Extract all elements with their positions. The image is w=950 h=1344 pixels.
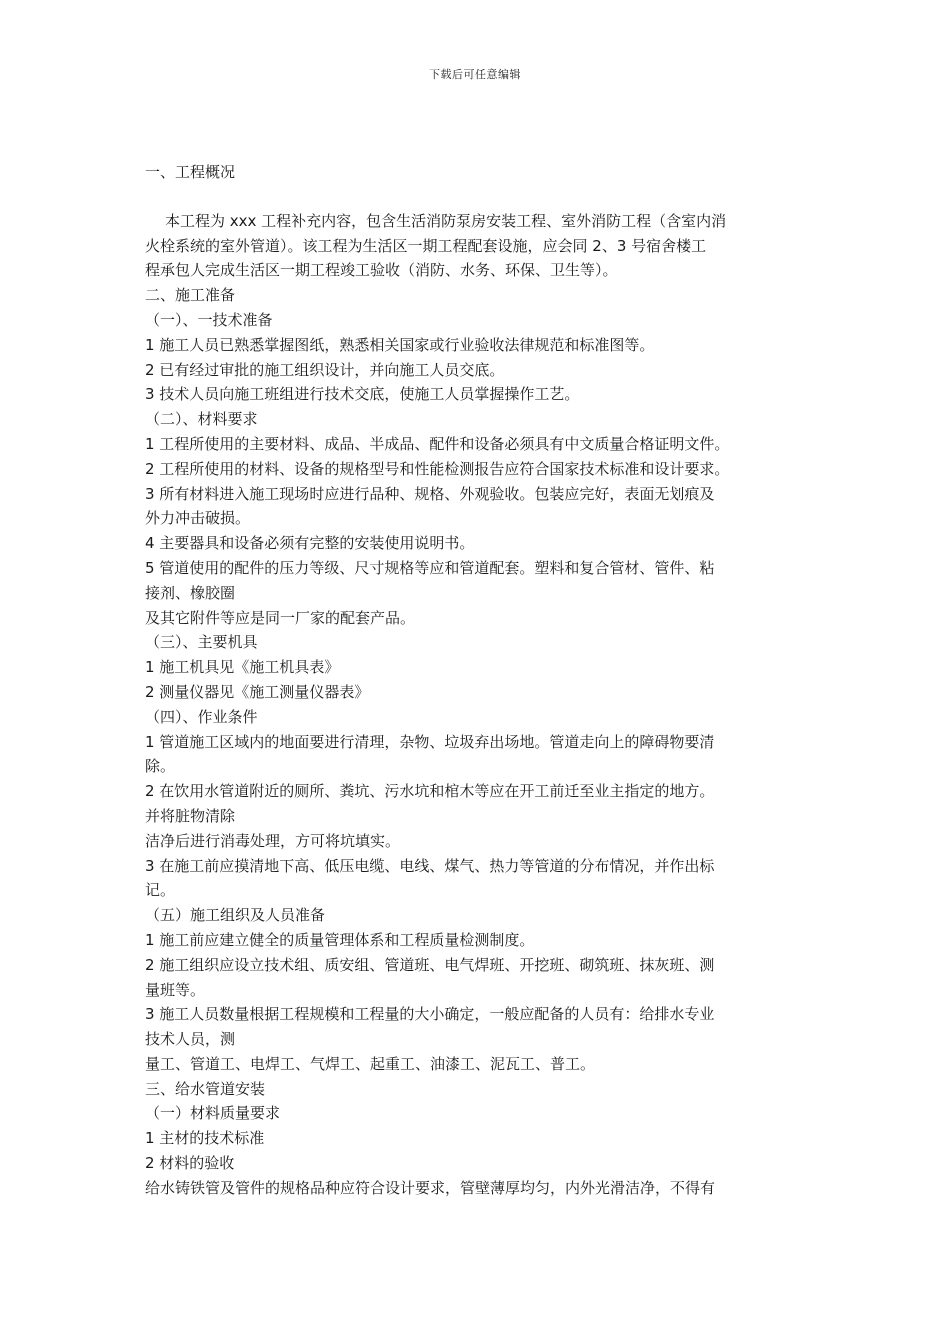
text-line: （二）、材料要求 [145,410,258,429]
text-line: 2 已有经过审批的施工组织设计，并向施工人员交底。 [145,360,505,379]
text-line: 并将脏物清除 [145,806,236,825]
text-line: 2 材料的验收 [145,1154,235,1173]
text-line: 3 施工人员数量根据工程规模和工程量的大小确定，一般应配备的人员有：给排水专业 [145,1005,715,1024]
text-line: 洁净后进行消毒处理，方可将坑填实。 [145,831,401,850]
text-line: 1 施工人员已熟悉掌握图纸，熟悉相关国家或行业验收法律规范和标准图等。 [145,335,655,354]
text-line: 量班等。 [145,980,206,999]
intro-paragraph [145,209,805,283]
page-header: 下载后可任意编辑 [429,68,521,81]
text-line: 除。 [145,757,176,776]
text-line: 外力冲击破损。 [145,509,251,528]
text-line: 1 主材的技术标准 [145,1129,265,1148]
paragraph-line: 程承包人完成生活区一期工程竣工验收（消防、水务、环保、卫生等）。 [145,261,618,280]
text-line: 量工、管道工、电焊工、气焊工、起重工、油漆工、泥瓦工、普工。 [145,1054,596,1073]
text-line: 接剂、橡胶圈 [145,583,236,602]
text-line: 2 测量仪器见《施工测量仪器表》 [145,682,370,701]
text-line: 三、给水管道安装 [145,1079,266,1098]
section-heading: 一、工程概况 [145,163,236,181]
text-line: 3 在施工前应摸清地下高、低压电缆、电线、煤气、热力等管道的分布情况，并作出标 [145,856,715,875]
text-line: 及其它附件等应是同一厂家的配套产品。 [145,608,416,627]
text-line: 技术人员，测 [145,1030,236,1049]
spacer [145,185,805,209]
text-line: 2 工程所使用的材料、设备的规格型号和性能检测报告应符合国家技术标准和设计要求。 [145,459,730,478]
text-line: 1 管道施工区域内的地面要进行清理，杂物、垃圾弃出场地。管道走向上的障碍物要清 [145,732,715,751]
text-line: 5 管道使用的配件的压力等级、尺寸规格等应和管道配套。塑料和复合管材、管件、粘 [145,558,715,577]
text-line: 二、施工准备 [145,286,236,305]
text-line: 记。 [145,881,176,900]
text-line: （四）、作业条件 [145,707,258,726]
document-body [145,160,805,1201]
text-line: 4 主要器具和设备必须有完整的安装使用说明书。 [145,534,475,553]
body-lines [145,283,805,1200]
text-line: 2 施工组织应设立技术组、质安组、管道班、电气焊班、开挖班、砌筑班、抹灰班、测 [145,955,715,974]
text-line: 2 在饮用水管道附近的厕所、粪坑、污水坑和棺木等应在开工前迁至业主指定的地方。 [145,782,715,801]
text-line: 1 施工前应建立健全的质量管理体系和工程质量检测制度。 [145,930,535,949]
paragraph-line: 本工程为 xxx 工程补充内容，包含生活消防泵房安装工程、室外消防工程（含室内消 [165,211,727,230]
text-line: （五）施工组织及人员准备 [145,906,326,925]
text-line: （一）材料质量要求 [145,1104,281,1123]
text-line: （一）、一技术准备 [145,310,273,329]
text-line: 3 技术人员向施工班组进行技术交底，使施工人员掌握操作工艺。 [145,385,580,404]
text-line: （三）、主要机具 [145,633,258,652]
text-line: 3 所有材料进入施工现场时应进行品种、规格、外观验收。包装应完好，表面无划痕及 [145,484,715,503]
text-line: 1 工程所使用的主要材料、成品、半成品、配件和设备必须具有中文质量合格证明文件。 [145,434,730,453]
paragraph-line: 火栓系统的室外管道）。该工程为生活区一期工程配套设施，应会同 2、3 号宿舍楼工 [145,236,707,255]
text-line: 1 施工机具见《施工机具表》 [145,658,340,677]
text-line: 给水铸铁管及管件的规格品种应符合设计要求，管壁薄厚均匀，内外光滑洁净，不得有 [145,1178,716,1197]
